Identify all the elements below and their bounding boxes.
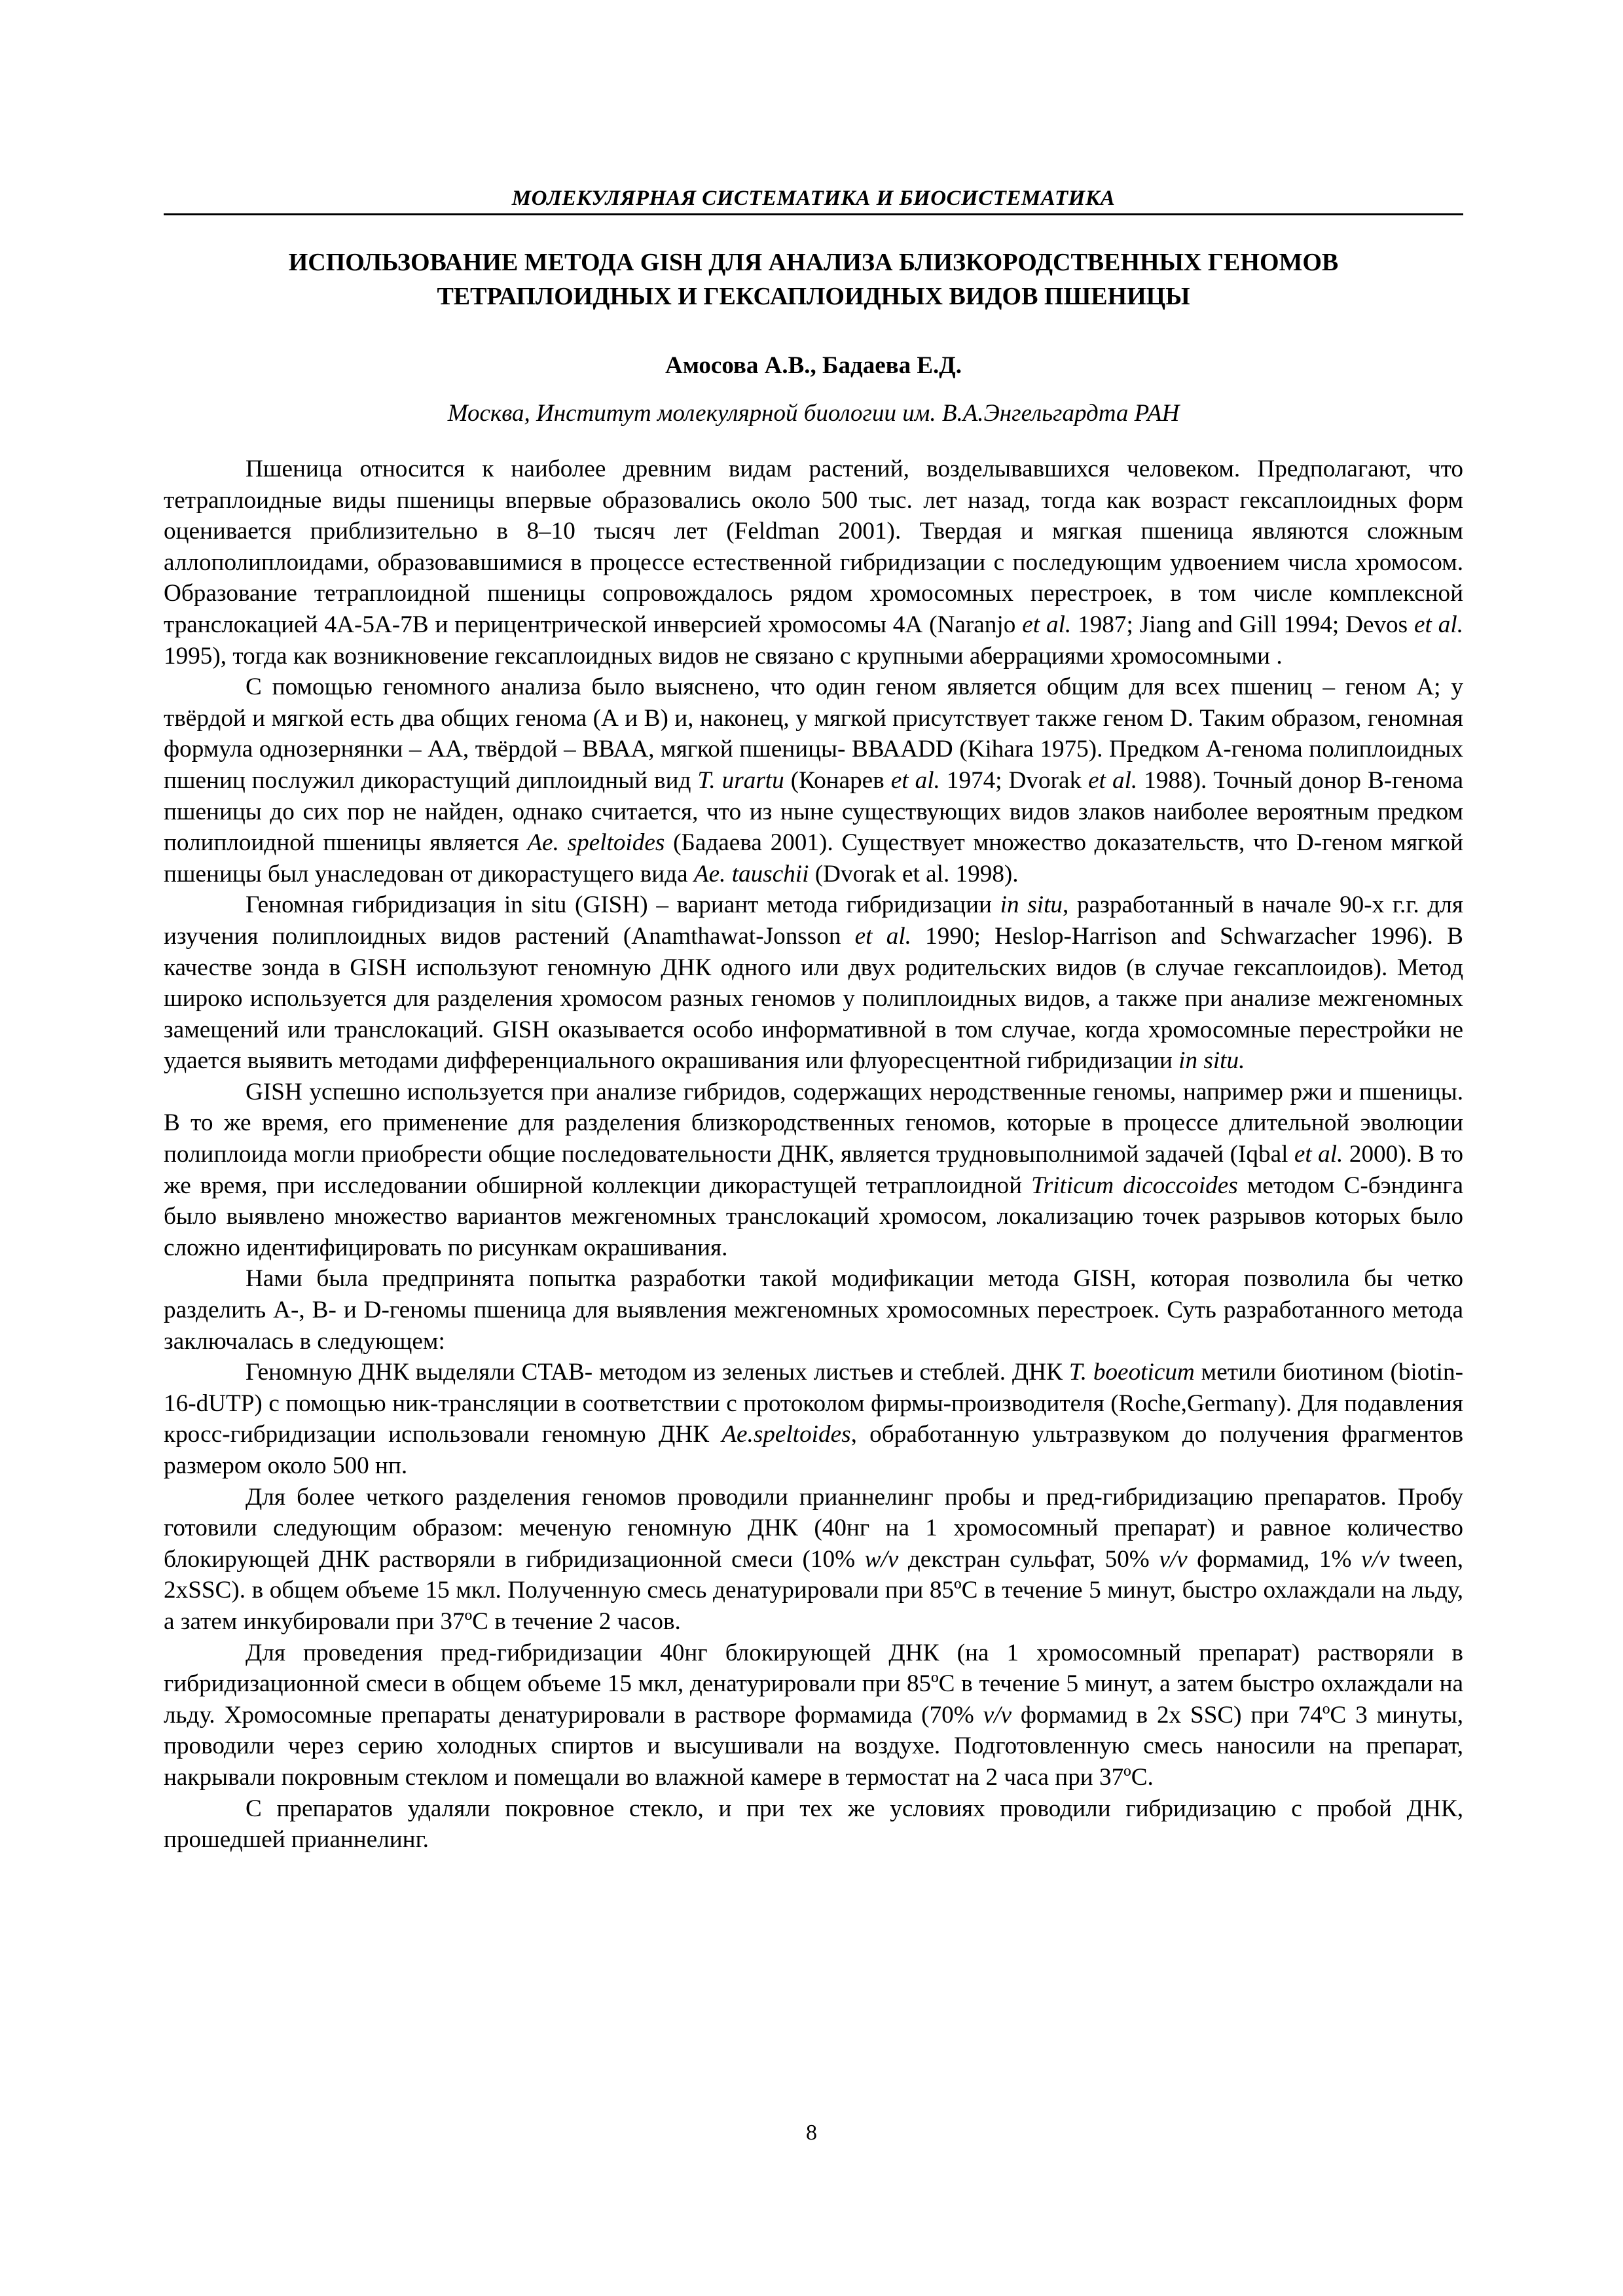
text-run: , разработанный в начале 90-х г.г. для изучения полиплоидных видов растений (Anamthawat-Jonsson	[164, 891, 1464, 950]
italic-run: w/v	[864, 1545, 899, 1573]
body-paragraph	[164, 1638, 1463, 1793]
body-paragraph	[164, 1077, 1463, 1264]
body-paragraph	[164, 1482, 1463, 1638]
italic-run: et al.	[854, 922, 911, 950]
text-run: (Конарев	[784, 766, 891, 794]
text-run: GISH успешно используется при анализе гибридов, содержащих неродственные геномы, например ржи и пшеницы. В то же время, его применение для разделения близкородственных геномов, которые в процессе длительной эволюции полиплоида могли приобрести общие последовательности ДНК, является трудновыполнимой задачей (Iqbal	[164, 1078, 1463, 1168]
italic-run: et al.	[1022, 611, 1072, 638]
text-run: Для более четкого разделения геномов проводили прианнелинг пробы и пред-гибридизацию препаратов. Пробу готовили следующим образом: меченую геномную ДНК (40нг на 1 хромосомный препарат) и равное количество блокирующей ДНК растворяли в гибридизационной смеси (10%	[164, 1483, 1463, 1573]
italic-run: et al.	[1088, 766, 1138, 794]
text-run: С помощью геномного анализа было выяснено, что один геном является общим для всех пшениц – геном A; у твёрдой и мягкой есть два общих генома (А и В) и, наконец, у мягкой присутствует также геном D. Таким образом, геномная формула однозернянки – АА, твёрдой – ВВАА, мягкой пшеницы- ВВААDD (Kihara 1975). Предком А-генома полиплоидных пшениц послужил дикорастущий диплоидный вид	[164, 673, 1463, 794]
text-run: , обработанную ультразвуком до получения фрагментов размером около 500 нп.	[164, 1421, 1464, 1479]
article-body	[164, 454, 1463, 1856]
text-run: декстран сульфат, 50%	[898, 1545, 1159, 1573]
italic-run: et al.	[1414, 611, 1463, 638]
page-number: 8	[806, 2121, 817, 2145]
italic-run: Triticum dicoccoides	[1031, 1172, 1238, 1199]
italic-run: T. urartu	[697, 766, 784, 794]
section-header: МОЛЕКУЛЯРНАЯ СИСТЕМАТИКА И БИОСИСТЕМАТИКА	[164, 187, 1463, 215]
text-run: 1995), тогда как возникновение гексаплоидных видов не связано с крупными аберрациями хромосомными .	[164, 642, 1283, 670]
text-run: формамид, 1%	[1187, 1545, 1362, 1573]
body-paragraph	[164, 889, 1463, 1077]
italic-run: v/v	[1361, 1545, 1390, 1573]
text-run: формамид в 2x SSC) при 74ºС 3 минуты, проводили через серию холодных спиртов и высушивали на воздухе. Подготовленную смесь наносили на препарат, накрывали покровным стеклом и помещали во влажной камере в термостат на 2 часа при 37ºС.	[164, 1701, 1463, 1791]
text-run: 1987; Jiang and Gill 1994; Devos	[1071, 611, 1415, 638]
italic-run: Ae. tauschii	[693, 860, 809, 888]
body-paragraph	[164, 1263, 1463, 1357]
italic-run: et al.	[890, 766, 940, 794]
text-run: (Бадаева 2001). Существует множество доказательств, что D-геном мягкой пшеницы был унаследован от дикорастущего вида	[164, 829, 1463, 888]
body-paragraph	[164, 1357, 1463, 1481]
italic-run: v/v	[1159, 1545, 1188, 1573]
text-run: 1988). Точный донор В-генома пшеницы до сих пор не найден, однако считается, что из ныне существующих видов злаков наиболее вероятным предком полиплоидной пшеницы является	[164, 766, 1463, 857]
italic-run: et al.	[1294, 1141, 1343, 1168]
article-title-line-1: ИСПОЛЬЗОВАНИЕ МЕТОДА GISH ДЛЯ АНАЛИЗА БЛИЗКОРОДСТВЕННЫХ ГЕНОМОВ	[288, 249, 1339, 276]
text-run: Пшеница относится к наиболее древним видам растений, возделывавшихся человеком. Предполагают, что тетраплоидные виды пшеницы впервые образовались около 500 тыс. лет назад, тогда как возраст гексаплоидных форм оценивается приблизительно в 8–10 тысяч лет (Feldman 2001). Твердая и мягкая пшеница являются сложным аллополиплоидами, образовавшимися в процессе естественной гибридизации с последующим удвоением числа хромосом. Образование тетраплоидной пшеницы сопровождалось рядом хромосомных перестроек, в том числе комплексной транслокацией 4А-5А-7В и перицентрической инверсией хромосомы 4А (Naranjo	[164, 456, 1463, 638]
text-run: методом С-бэндинга было выявлено множество вариантов межгеномных транслокаций хромосом, локализацию точек разрывов которых было сложно идентифицировать по рисункам окрашивания.	[164, 1172, 1463, 1261]
body-paragraph	[164, 1793, 1463, 1856]
italic-run: T. boeoticum	[1068, 1359, 1195, 1386]
authors: Амосова А.В., Бадаева Е.Д.	[665, 352, 962, 379]
text-run: 1974; Dvorak	[939, 766, 1089, 794]
affiliation: Москва, Институт молекулярной биологии им. В.А.Энгельгардта РАН	[447, 400, 1180, 427]
body-paragraph	[164, 672, 1463, 889]
article-title-line-2: ТЕТРАПЛОИДНЫХ И ГЕКСАПЛОИДНЫХ ВИДОВ ПШЕНИЦЫ	[437, 283, 1190, 310]
text-run: Геномная гибридизация in situ (GISH) – вариант метода гибридизации	[246, 891, 1000, 919]
body-paragraph	[164, 454, 1463, 672]
page	[164, 187, 1463, 1856]
text-run: 1990; Heslop-Harrison and Schwarzacher 1996). В качестве зонда в GISH используют геномную ДНК одного или двух родительских видов (в случае гексаплоидов). Метод широко используется для разделения хромосом разных геномов у полиплоидных видов, а также при анализе межгеномных замещений или транслокаций. GISH оказывается особо информативной в том случае, когда хромосомные перестройки не удается выявить методами дифференциального окрашивания или флуоресцентной гибридизации	[164, 922, 1463, 1075]
text-run: Для проведения пред-гибридизации 40нг блокирующей ДНК (на 1 хромосомный препарат) растворяли в гибридизационной смеси в общем объеме 15 мкл, денатурировали при 85ºС в течение 5 минут, а затем быстро охлаждали на льду. Хромосомные препараты денатурировали в растворе формамида (70%	[164, 1639, 1463, 1729]
text-run: Геномную ДНК выделяли CTAB- методом из зеленых листьев и стеблей. ДНК	[246, 1359, 1069, 1386]
italic-run: in situ	[1000, 891, 1063, 919]
italic-run: Ae.speltoides	[721, 1421, 851, 1448]
text-run: 2000). В то же время, при исследовании обширной коллекции дикорастущей тетраплоидной	[164, 1141, 1463, 1199]
text-run: (Dvorak et al. 1998).	[809, 860, 1019, 888]
text-run: Нами была предпринята попытка разработки такой модификации метода GISH, которая позволила бы четко разделить А-, В- и D-геномы пшеница для выявления межгеномных хромосомных перестроек. Суть разработанного метода заключалась в следующем:	[164, 1265, 1463, 1355]
italic-run: Ae. speltoides	[527, 829, 665, 857]
italic-run: v/v	[983, 1701, 1012, 1729]
article-title	[164, 245, 1463, 314]
italic-run: in situ.	[1178, 1047, 1245, 1075]
text-run: tween, 2xSSC). в общем объеме 15 мкл. Полученную смесь денатурировали при 85ºС в течение 5 минут, быстро охлаждали на льду, а затем инкубировали при 37ºС в течение 2 часов.	[164, 1545, 1463, 1635]
text-run: метили биотином (biotin-16-dUTP) с помощью ник-трансляции в соответствии с протоколом фирмы-производителя (Roche,Germany). Для подавления кросс-гибридизации использовали геномную ДНК	[164, 1359, 1463, 1448]
text-run: С препаратов удаляли покровное стекло, и при тех же условиях проводили гибридизацию с пробой ДНК, прошедшей прианнелинг.	[164, 1795, 1463, 1854]
